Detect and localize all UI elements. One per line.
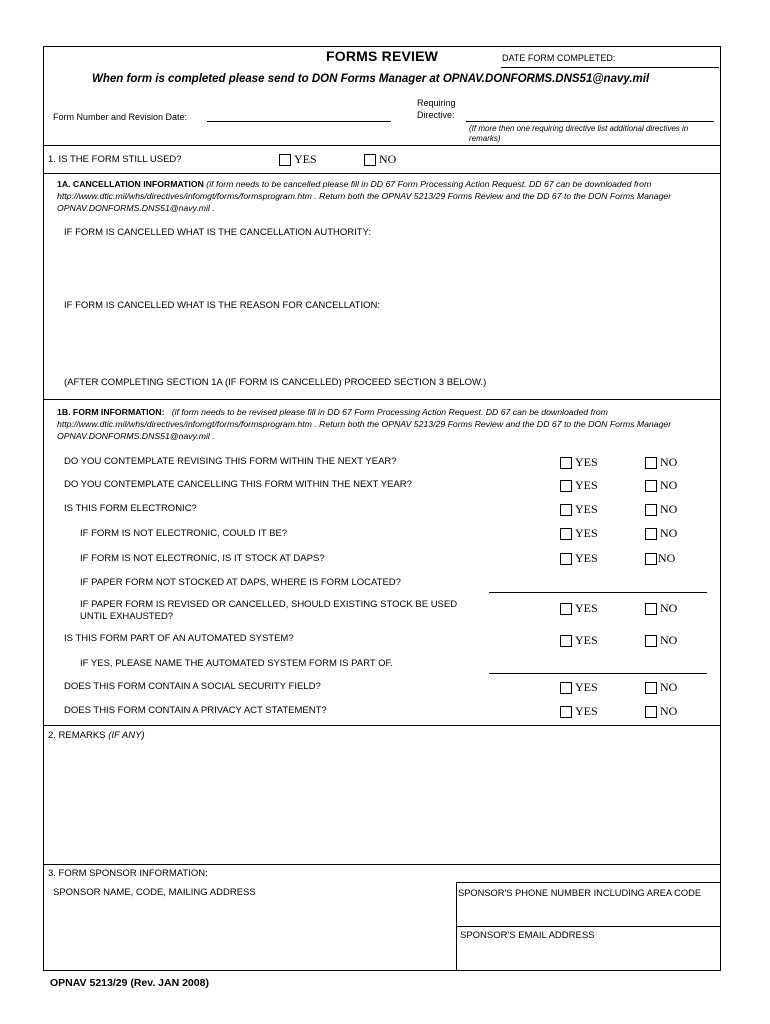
q-ssn-label: DOES THIS FORM CONTAIN A SOCIAL SECURITY FIELD? [64,681,321,692]
no-label: NO [660,502,678,516]
q-automated-name-label: IF YES, PLEASE NAME THE AUTOMATED SYSTEM FORM IS PART OF. [80,658,393,669]
yes-label: YES [575,455,598,469]
sponsor-phone-label: SPONSOR'S PHONE NUMBER INCLUDING AREA CODE [458,888,702,898]
q-automated-yes-checkbox[interactable] [560,633,598,648]
no-label: NO [660,633,678,647]
remarks-label [48,730,145,742]
yes-label: YES [575,601,598,615]
sponsor-email-label: SPONSOR'S EMAIL ADDRESS [460,930,595,941]
yes-label: YES [575,478,598,492]
q-could-be-no-checkbox[interactable] [645,526,677,541]
checkbox-box [645,706,657,718]
no-label: NO [660,680,678,694]
checkbox-box [645,603,657,615]
q-privacy-label: DOES THIS FORM CONTAIN A PRIVACY ACT STATEMENT? [64,705,327,716]
q-revise-no-checkbox[interactable] [645,455,677,470]
q-existing-stock-label-cont: UNTIL EXHAUSTED? [80,611,174,622]
remarks-note: (IF ANY) [108,730,145,741]
q-existing-stock-label: IF PAPER FORM IS REVISED OR CANCELLED, SHOULD EXISTING STOCK BE USED [80,599,458,610]
q-automated-no-checkbox[interactable] [645,633,677,648]
section-1b-note: (if form needs to be revised please fill in DD 67 Form Processing Action Request. DD 67 can be downloaded from http://www.dtic.mil/whs/directives/infomgt/forms/formsprogram.htm . Return both the OPNAV 5213/29 Forms Review and the DD 67 to the DON Forms Manager OPNAV.DONFORMS.DNS51@navy.mil . [57,407,672,441]
q-ssn-yes-checkbox[interactable] [560,680,598,695]
checkbox-box [364,154,376,166]
sponsor-phone-field[interactable] [460,900,718,924]
remarks-field[interactable] [46,745,718,861]
yes-label: YES [575,633,598,647]
q-privacy-yes-checkbox[interactable] [560,704,598,719]
q1-label: 1. IS THE FORM STILL USED? [48,154,182,165]
divider [43,864,721,865]
directive-label: Directive: [417,110,455,120]
yes-label: YES [575,551,598,565]
q-revise-yes-checkbox[interactable] [560,455,598,470]
section-1a-intro [57,178,687,214]
sponsor-name-field[interactable] [48,900,452,968]
yes-label: YES [294,152,317,166]
q-could-be-electronic-label: IF FORM IS NOT ELECTRONIC, COULD IT BE? [80,528,288,539]
checkbox-box [560,682,572,694]
form-id-footer: OPNAV 5213/29 (Rev. JAN 2008) [50,977,209,989]
divider [43,725,721,726]
yes-label: YES [575,502,598,516]
checkbox-box [645,528,657,540]
no-label: NO [658,551,676,565]
cancellation-authority-label: IF FORM IS CANCELLED WHAT IS THE CANCELLATION AUTHORITY: [64,227,372,238]
yes-label: YES [575,680,598,694]
q-cancel-yes-checkbox[interactable] [560,478,598,493]
q-existing-stock-no-checkbox[interactable] [645,601,677,616]
no-label: NO [660,455,678,469]
no-label: NO [660,478,678,492]
checkbox-box [560,603,572,615]
divider [43,145,721,146]
form-number-field[interactable] [207,121,391,122]
q-electronic-yes-checkbox[interactable] [560,502,598,517]
q-could-be-yes-checkbox[interactable] [560,526,598,541]
checkbox-box [560,706,572,718]
directive-note: (If more then one requiring directive list additional directives in remarks) [469,124,689,143]
q1-no-checkbox[interactable] [364,152,396,167]
checkbox-box [645,480,657,492]
directive-field[interactable] [466,121,714,122]
automated-system-field[interactable] [489,673,707,674]
divider [43,399,721,400]
checkbox-box [560,504,572,516]
q-existing-stock-yes-checkbox[interactable] [560,601,598,616]
no-label: NO [660,526,678,540]
checkbox-box [560,457,572,469]
q-daps-stock-label: IF FORM IS NOT ELECTRONIC, IS IT STOCK AT DAPS? [80,553,325,564]
divider [43,173,721,174]
q-privacy-no-checkbox[interactable] [645,704,677,719]
q-form-location-label: IF PAPER FORM NOT STOCKED AT DAPS, WHERE IS FORM LOCATED? [80,577,401,588]
sponsor-name-label: SPONSOR NAME, CODE, MAILING ADDRESS [53,887,256,898]
checkbox-box [560,635,572,647]
section-1a-heading: 1A. CANCELLATION INFORMATION [57,179,204,189]
q-cancel-no-checkbox[interactable] [645,478,677,493]
divider [456,882,721,883]
checkbox-box [645,553,657,565]
send-instructions: When form is completed please send to DON Forms Manager at OPNAV.DONFORMS.DNS51@navy.mil [92,73,650,85]
no-label: NO [660,704,678,718]
checkbox-box [560,528,572,540]
q-cancel-label: DO YOU CONTEMPLATE CANCELLING THIS FORM WITHIN THE NEXT YEAR? [64,479,412,490]
q-revise-label: DO YOU CONTEMPLATE REVISING THIS FORM WITHIN THE NEXT YEAR? [64,456,397,467]
requiring-label: Requiring [417,98,456,108]
yes-label: YES [575,526,598,540]
checkbox-box [645,635,657,647]
section-1a-note: (if form needs to be cancelled please fill in DD 67 Form Processing Action Request. DD 67 can be downloaded from http://www.dtic.mil/whs/directives/infomgt/forms/formsprogram.htm . Return both the OPNAV 5213/29 Forms Review and the DD 67 to the DON Forms Manager OPNAV.DONFORMS.DNS51@navy.mil . [57,179,672,213]
checkbox-box [645,457,657,469]
form-title: FORMS REVIEW [326,48,439,64]
q1-yes-checkbox[interactable] [279,152,317,167]
sponsor-heading: 3. FORM SPONSOR INFORMATION: [48,868,208,879]
yes-label: YES [575,704,598,718]
date-completed-label: DATE FORM COMPLETED: [502,53,616,63]
no-label: NO [379,152,397,166]
form-number-label: Form Number and Revision Date: [53,112,188,122]
section-1b-heading: 1B. FORM INFORMATION: [57,407,165,417]
date-completed-field[interactable] [501,67,719,68]
remarks-number: 2. REMARKS [48,730,106,741]
checkbox-box [279,154,291,166]
cancellation-reason-label: IF FORM IS CANCELLED WHAT IS THE REASON FOR CANCELLATION: [64,300,381,311]
checkbox-box [560,553,572,565]
q-ssn-no-checkbox[interactable] [645,680,677,695]
divider [456,926,721,927]
checkbox-box [645,682,657,694]
checkbox-box [560,480,572,492]
sponsor-email-field[interactable] [460,943,718,968]
form-location-field[interactable] [489,592,707,593]
q-automated-label: IS THIS FORM PART OF AN AUTOMATED SYSTEM? [64,633,294,644]
q-daps-yes-checkbox[interactable] [560,551,598,566]
no-label: NO [660,601,678,615]
proceed-instruction: (AFTER COMPLETING SECTION 1A (IF FORM IS CANCELLED) PROCEED SECTION 3 BELOW.) [64,377,487,388]
section-1b-intro [57,406,702,442]
q-electronic-label: IS THIS FORM ELECTRONIC? [64,503,197,514]
q-daps-no-checkbox[interactable] [645,551,675,566]
checkbox-box [645,504,657,516]
q-electronic-no-checkbox[interactable] [645,502,677,517]
